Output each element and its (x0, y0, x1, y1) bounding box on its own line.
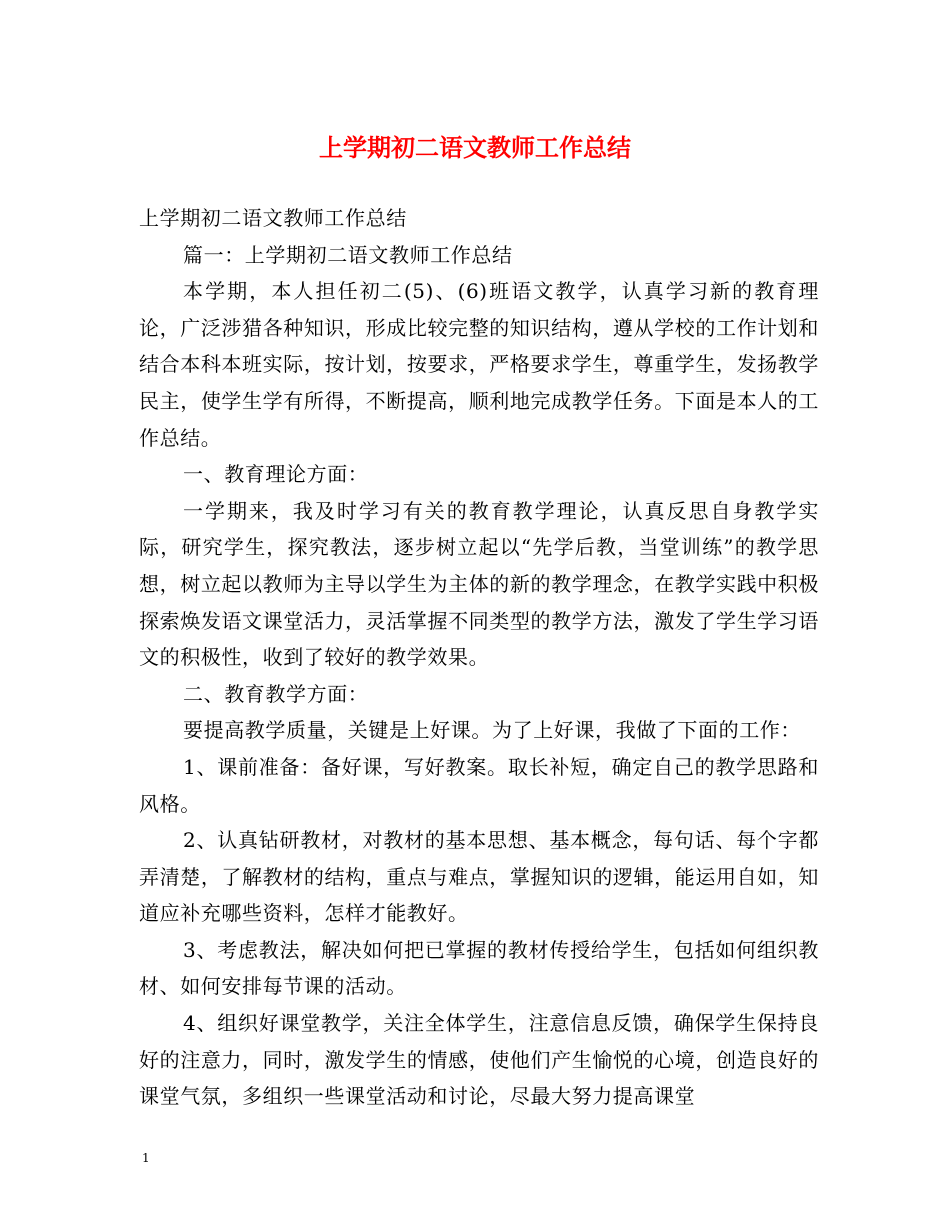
paragraph-theory: 一学期来，我及时学习有关的教育教学理论，认真反思自身教学实际，研究学生，探究教法，逐步树立起以“先学后教，当堂训练”的教学思想，树立起以教师为主导以学生为主体的新的教学理念，在教学实践中积极探索焕发语文课堂活力，灵活掌握不同类型的教学方法，激发了学生学习语文的积极性，收到了较好的教学效果。 (139, 498, 819, 670)
list-item-1: 1、课前准备：备好课，写好教案。取长补短，确定自己的教学思路和风格。 (139, 754, 819, 816)
section-heading-theory: 一、教育理论方面： (183, 462, 369, 487)
list-item-4: 4、组织好课堂教学，关注全体学生，注意信息反馈，确保学生保持良好的注意力，同时，激发学生的情感，使他们产生愉悦的心境，创造良好的课堂气氛，多组织一些课堂活动和讨论，尽最大努力提高课堂 (139, 1011, 819, 1109)
section-heading-teaching: 二、教育教学方面： (183, 681, 369, 706)
paragraph-subheading: 篇一：上学期初二语文教师工作总结 (183, 242, 513, 267)
document-body (139, 200, 819, 1115)
list-item-2: 2、认真钻研教材，对教材的基本思想、基本概念，每句话、每个字都弄清楚，了解教材的结构，重点与难点，掌握知识的逻辑，能运用自如，知道应补充哪些资料，怎样才能教好。 (139, 828, 819, 926)
paragraph-intro: 本学期，本人担任初二(5)、(6)班语文教学，认真学习新的教育理论，广泛涉猎各种知识，形成比较完整的知识结构，遵从学校的工作计划和结合本科本班实际，按计划，按要求，严格要求学生，尊重学生，发扬教学民主，使学生学有所得，不断提高，顺利地完成教学任务。下面是本人的工作总结。 (139, 279, 819, 450)
paragraph-heading: 上学期初二语文教师工作总结 (139, 206, 407, 230)
list-item-3: 3、考虑教法，解决如何把已掌握的教材传授给学生，包括如何组织教材、如何安排每节课的活动。 (139, 937, 819, 999)
page-number: 1 (142, 1151, 150, 1165)
page-title: 上学期初二语文教师工作总结 (319, 133, 631, 162)
paragraph-teaching-intro: 要提高教学质量，关键是上好课。为了上好课，我做了下面的工作： (183, 718, 801, 743)
